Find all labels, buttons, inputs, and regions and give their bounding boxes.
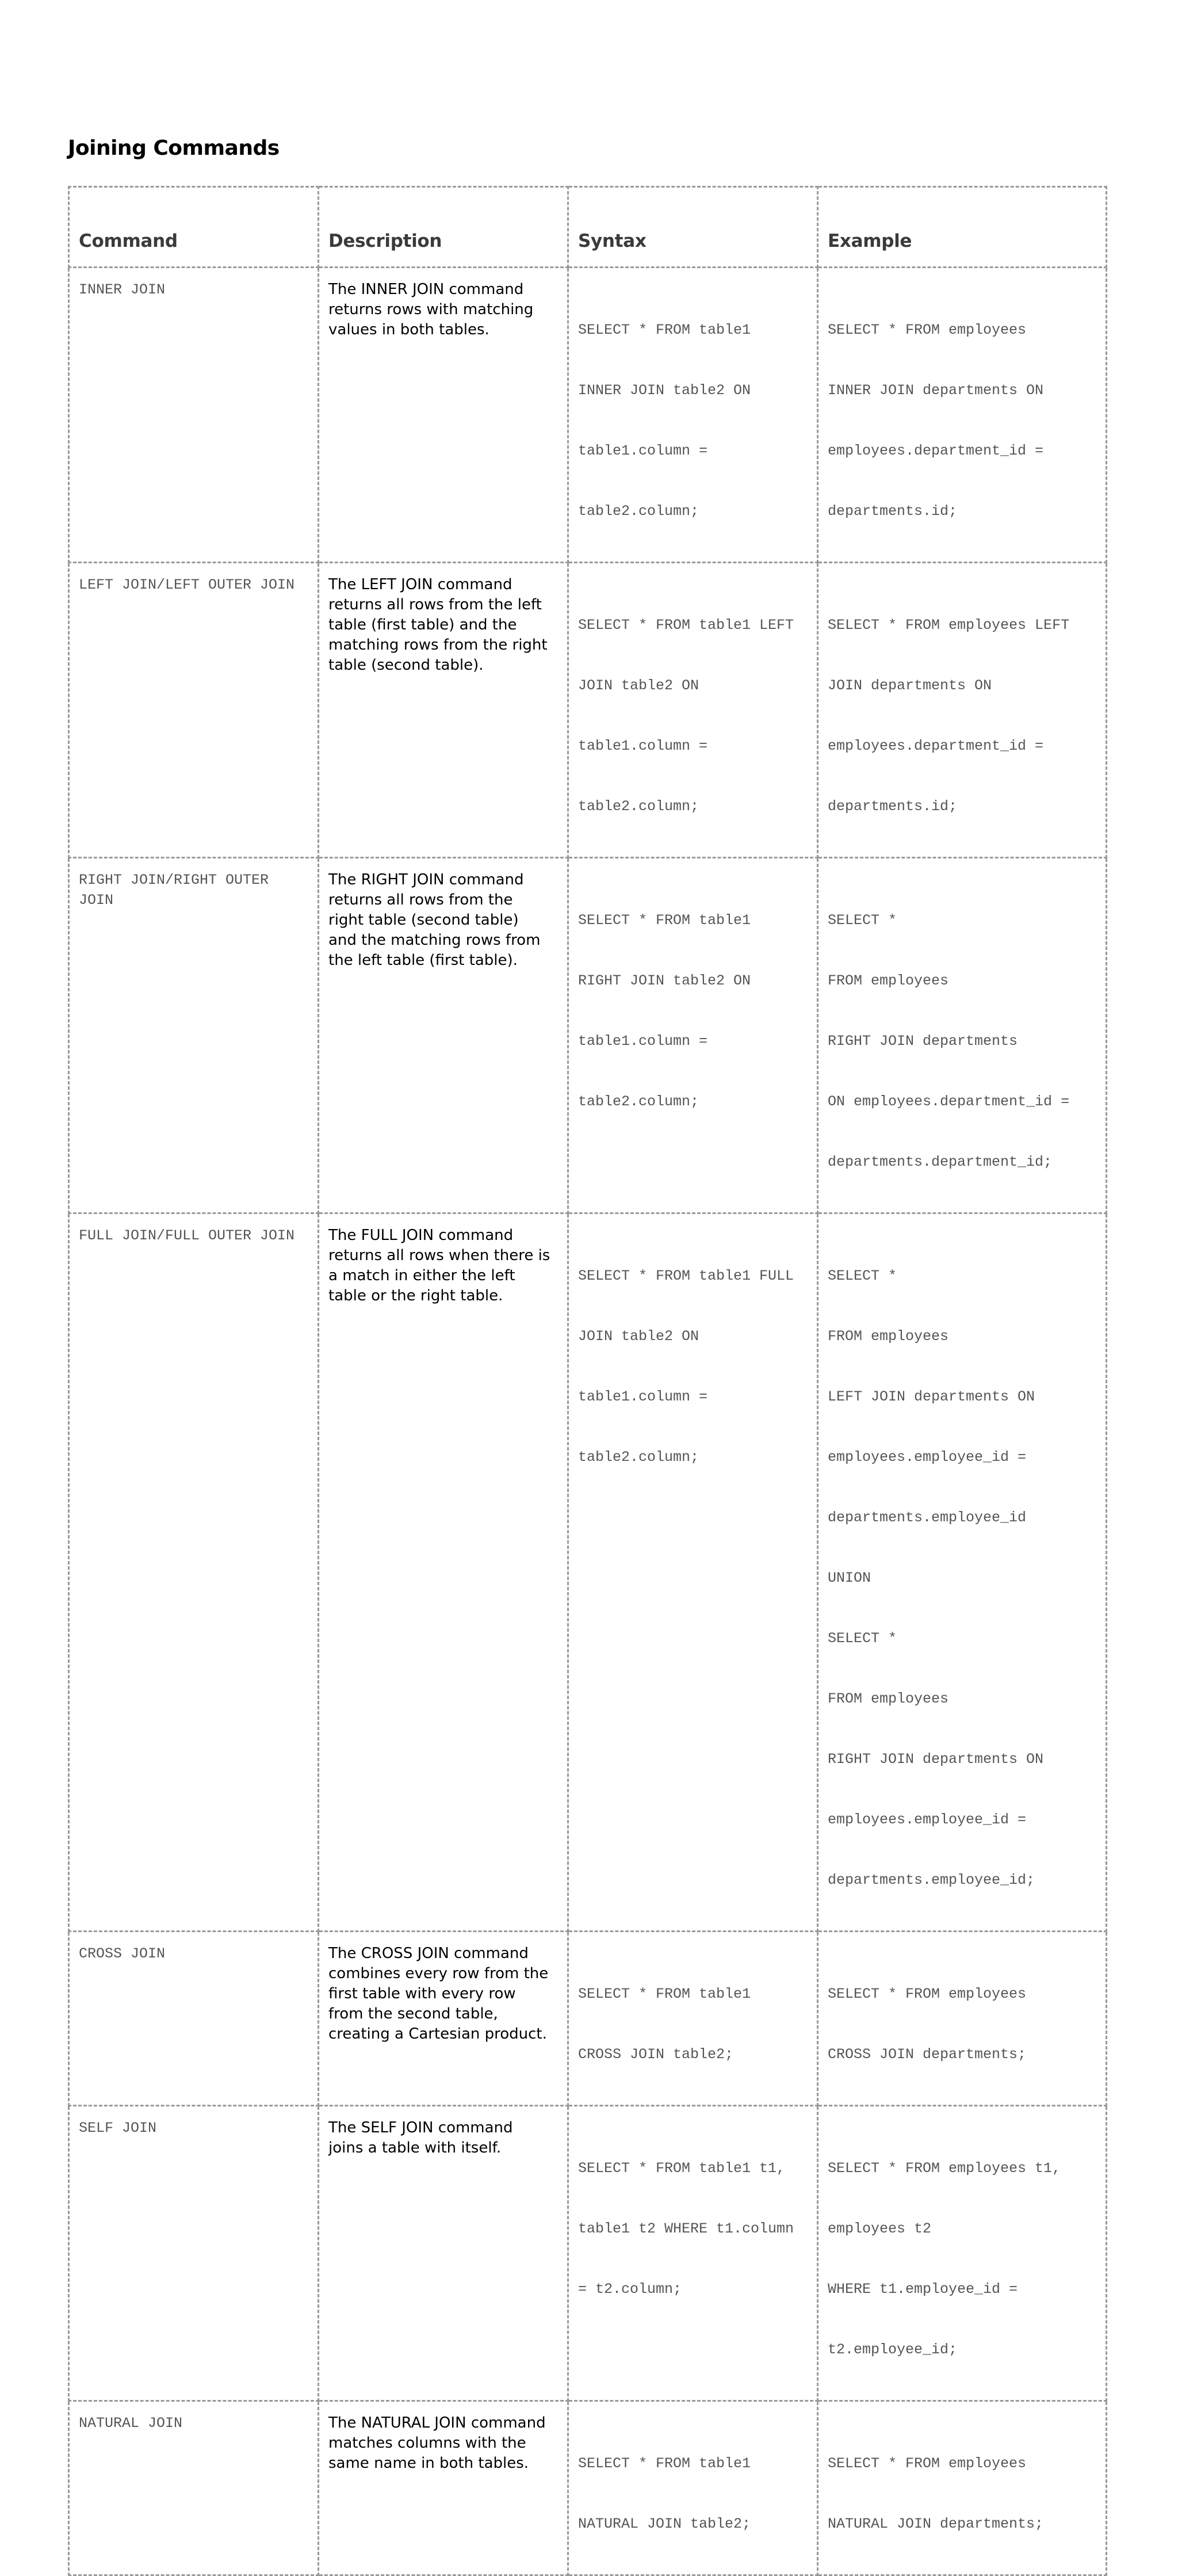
syntax-line: JOIN table2 ON bbox=[578, 1328, 699, 1345]
example-line: departments.employee_id; bbox=[828, 1872, 1035, 1888]
example-line: employees.department_id = bbox=[828, 738, 1044, 754]
example-line: departments.employee_id bbox=[828, 1509, 1027, 1526]
example-line: SELECT * FROM employees bbox=[828, 2455, 1027, 2472]
syntax-line: SELECT * FROM table1 FULL bbox=[578, 1268, 794, 1284]
example-line: SELECT * FROM employees LEFT bbox=[828, 617, 1070, 633]
command-cell: LEFT JOIN/LEFT OUTER JOIN bbox=[69, 563, 319, 858]
example-line: ON employees.department_id = bbox=[828, 1093, 1070, 1110]
example-cell bbox=[818, 268, 1107, 563]
header-syntax: Syntax bbox=[568, 187, 818, 268]
header-example: Example bbox=[818, 187, 1107, 268]
example-line: employees t2 bbox=[828, 2220, 932, 2237]
command-cell: INNER JOIN bbox=[69, 268, 319, 563]
example-cell bbox=[818, 858, 1107, 1213]
example-line: FROM employees bbox=[828, 1328, 949, 1345]
description-cell: The LEFT JOIN command returns all rows from the left table (first table) and the matching rows from the right table (second table). bbox=[319, 563, 568, 858]
syntax-cell bbox=[568, 1213, 818, 1932]
table-row bbox=[69, 2401, 1107, 2575]
example-line: departments.id; bbox=[828, 798, 958, 815]
description-cell: The INNER JOIN command returns rows with matching values in both tables. bbox=[319, 268, 568, 563]
syntax-cell bbox=[568, 1932, 818, 2106]
example-cell bbox=[818, 2106, 1107, 2401]
syntax-line: table1.column = bbox=[578, 1388, 708, 1405]
page-title: Joining Commands bbox=[68, 136, 280, 160]
syntax-line: table1.column = bbox=[578, 1033, 708, 1050]
example-line: UNION bbox=[828, 1570, 871, 1586]
syntax-line: RIGHT JOIN table2 ON bbox=[578, 972, 751, 989]
syntax-line: CROSS JOIN table2; bbox=[578, 2046, 734, 2063]
example-line: departments.id; bbox=[828, 503, 958, 520]
header-description: Description bbox=[319, 187, 568, 268]
example-line: departments.department_id; bbox=[828, 1154, 1053, 1170]
table-row bbox=[69, 1932, 1107, 2106]
example-line: NATURAL JOIN departments; bbox=[828, 2516, 1044, 2532]
description-cell: The CROSS JOIN command combines every row from the first table with every row from the second table, creating a Cartesian product. bbox=[319, 1932, 568, 2106]
example-line: SELECT * FROM employees t1, bbox=[828, 2160, 1061, 2177]
table-header bbox=[69, 187, 1107, 268]
example-cell bbox=[818, 2401, 1107, 2575]
syntax-line: table1.column = bbox=[578, 442, 708, 459]
syntax-line: JOIN table2 ON bbox=[578, 677, 699, 694]
syntax-line: SELECT * FROM table1 LEFT bbox=[578, 617, 794, 633]
example-line: t2.employee_id; bbox=[828, 2341, 958, 2358]
example-cell bbox=[818, 1932, 1107, 2106]
table-row bbox=[69, 858, 1107, 1213]
joining-commands-table bbox=[68, 186, 1107, 2576]
example-line: SELECT * FROM employees bbox=[828, 1986, 1027, 2002]
syntax-cell bbox=[568, 268, 818, 563]
syntax-line: table2.column; bbox=[578, 1449, 699, 1466]
syntax-line: table1.column = bbox=[578, 738, 708, 754]
example-line: RIGHT JOIN departments bbox=[828, 1033, 1018, 1050]
syntax-line: SELECT * FROM table1 bbox=[578, 2455, 751, 2472]
description-cell: The NATURAL JOIN command matches columns with the same name in both tables. bbox=[319, 2401, 568, 2575]
command-cell: FULL JOIN/FULL OUTER JOIN bbox=[69, 1213, 319, 1932]
table-row bbox=[69, 268, 1107, 563]
example-line: WHERE t1.employee_id = bbox=[828, 2281, 1018, 2298]
syntax-cell bbox=[568, 858, 818, 1213]
command-cell: CROSS JOIN bbox=[69, 1932, 319, 2106]
description-cell: The FULL JOIN command returns all rows when there is a match in either the left table or the right table. bbox=[319, 1213, 568, 1932]
header-row bbox=[69, 187, 1107, 268]
example-line: SELECT * bbox=[828, 1630, 897, 1647]
example-line: JOIN departments ON bbox=[828, 677, 992, 694]
command-cell: SELF JOIN bbox=[69, 2106, 319, 2401]
syntax-line: NATURAL JOIN table2; bbox=[578, 2516, 751, 2532]
syntax-cell bbox=[568, 563, 818, 858]
example-line: SELECT * bbox=[828, 912, 897, 929]
syntax-line: SELECT * FROM table1 bbox=[578, 1986, 751, 2002]
syntax-line: INNER JOIN table2 ON bbox=[578, 382, 751, 399]
example-line: LEFT JOIN departments ON bbox=[828, 1388, 1035, 1405]
example-cell bbox=[818, 563, 1107, 858]
syntax-cell bbox=[568, 2401, 818, 2575]
example-cell bbox=[818, 1213, 1107, 1932]
syntax-line: table2.column; bbox=[578, 1093, 699, 1110]
example-line: FROM employees bbox=[828, 1690, 949, 1707]
syntax-line: SELECT * FROM table1 bbox=[578, 912, 751, 929]
syntax-line: = t2.column; bbox=[578, 2281, 682, 2298]
example-line: INNER JOIN departments ON bbox=[828, 382, 1044, 399]
description-cell: The RIGHT JOIN command returns all rows from the right table (second table) and the matching rows from the left table (first table). bbox=[319, 858, 568, 1213]
example-line: SELECT * bbox=[828, 1268, 897, 1284]
table-row bbox=[69, 2106, 1107, 2401]
syntax-cell bbox=[568, 2106, 818, 2401]
example-line: FROM employees bbox=[828, 972, 949, 989]
table-row bbox=[69, 1213, 1107, 1932]
example-line: RIGHT JOIN departments ON bbox=[828, 1751, 1044, 1768]
example-line: CROSS JOIN departments; bbox=[828, 2046, 1027, 2063]
syntax-line: SELECT * FROM table1 t1, bbox=[578, 2160, 786, 2177]
table-body bbox=[69, 268, 1107, 2575]
syntax-line: table2.column; bbox=[578, 503, 699, 520]
table-row bbox=[69, 563, 1107, 858]
command-cell: NATURAL JOIN bbox=[69, 2401, 319, 2575]
example-line: employees.employee_id = bbox=[828, 1449, 1027, 1466]
example-line: employees.employee_id = bbox=[828, 1811, 1027, 1828]
example-line: employees.department_id = bbox=[828, 442, 1044, 459]
description-cell: The SELF JOIN command joins a table with itself. bbox=[319, 2106, 568, 2401]
syntax-line: table2.column; bbox=[578, 798, 699, 815]
syntax-line: SELECT * FROM table1 bbox=[578, 322, 751, 338]
example-line: SELECT * FROM employees bbox=[828, 322, 1027, 338]
header-command: Command bbox=[69, 187, 319, 268]
command-cell: RIGHT JOIN/RIGHT OUTER JOIN bbox=[69, 858, 319, 1213]
syntax-line: table1 t2 WHERE t1.column bbox=[578, 2220, 794, 2237]
